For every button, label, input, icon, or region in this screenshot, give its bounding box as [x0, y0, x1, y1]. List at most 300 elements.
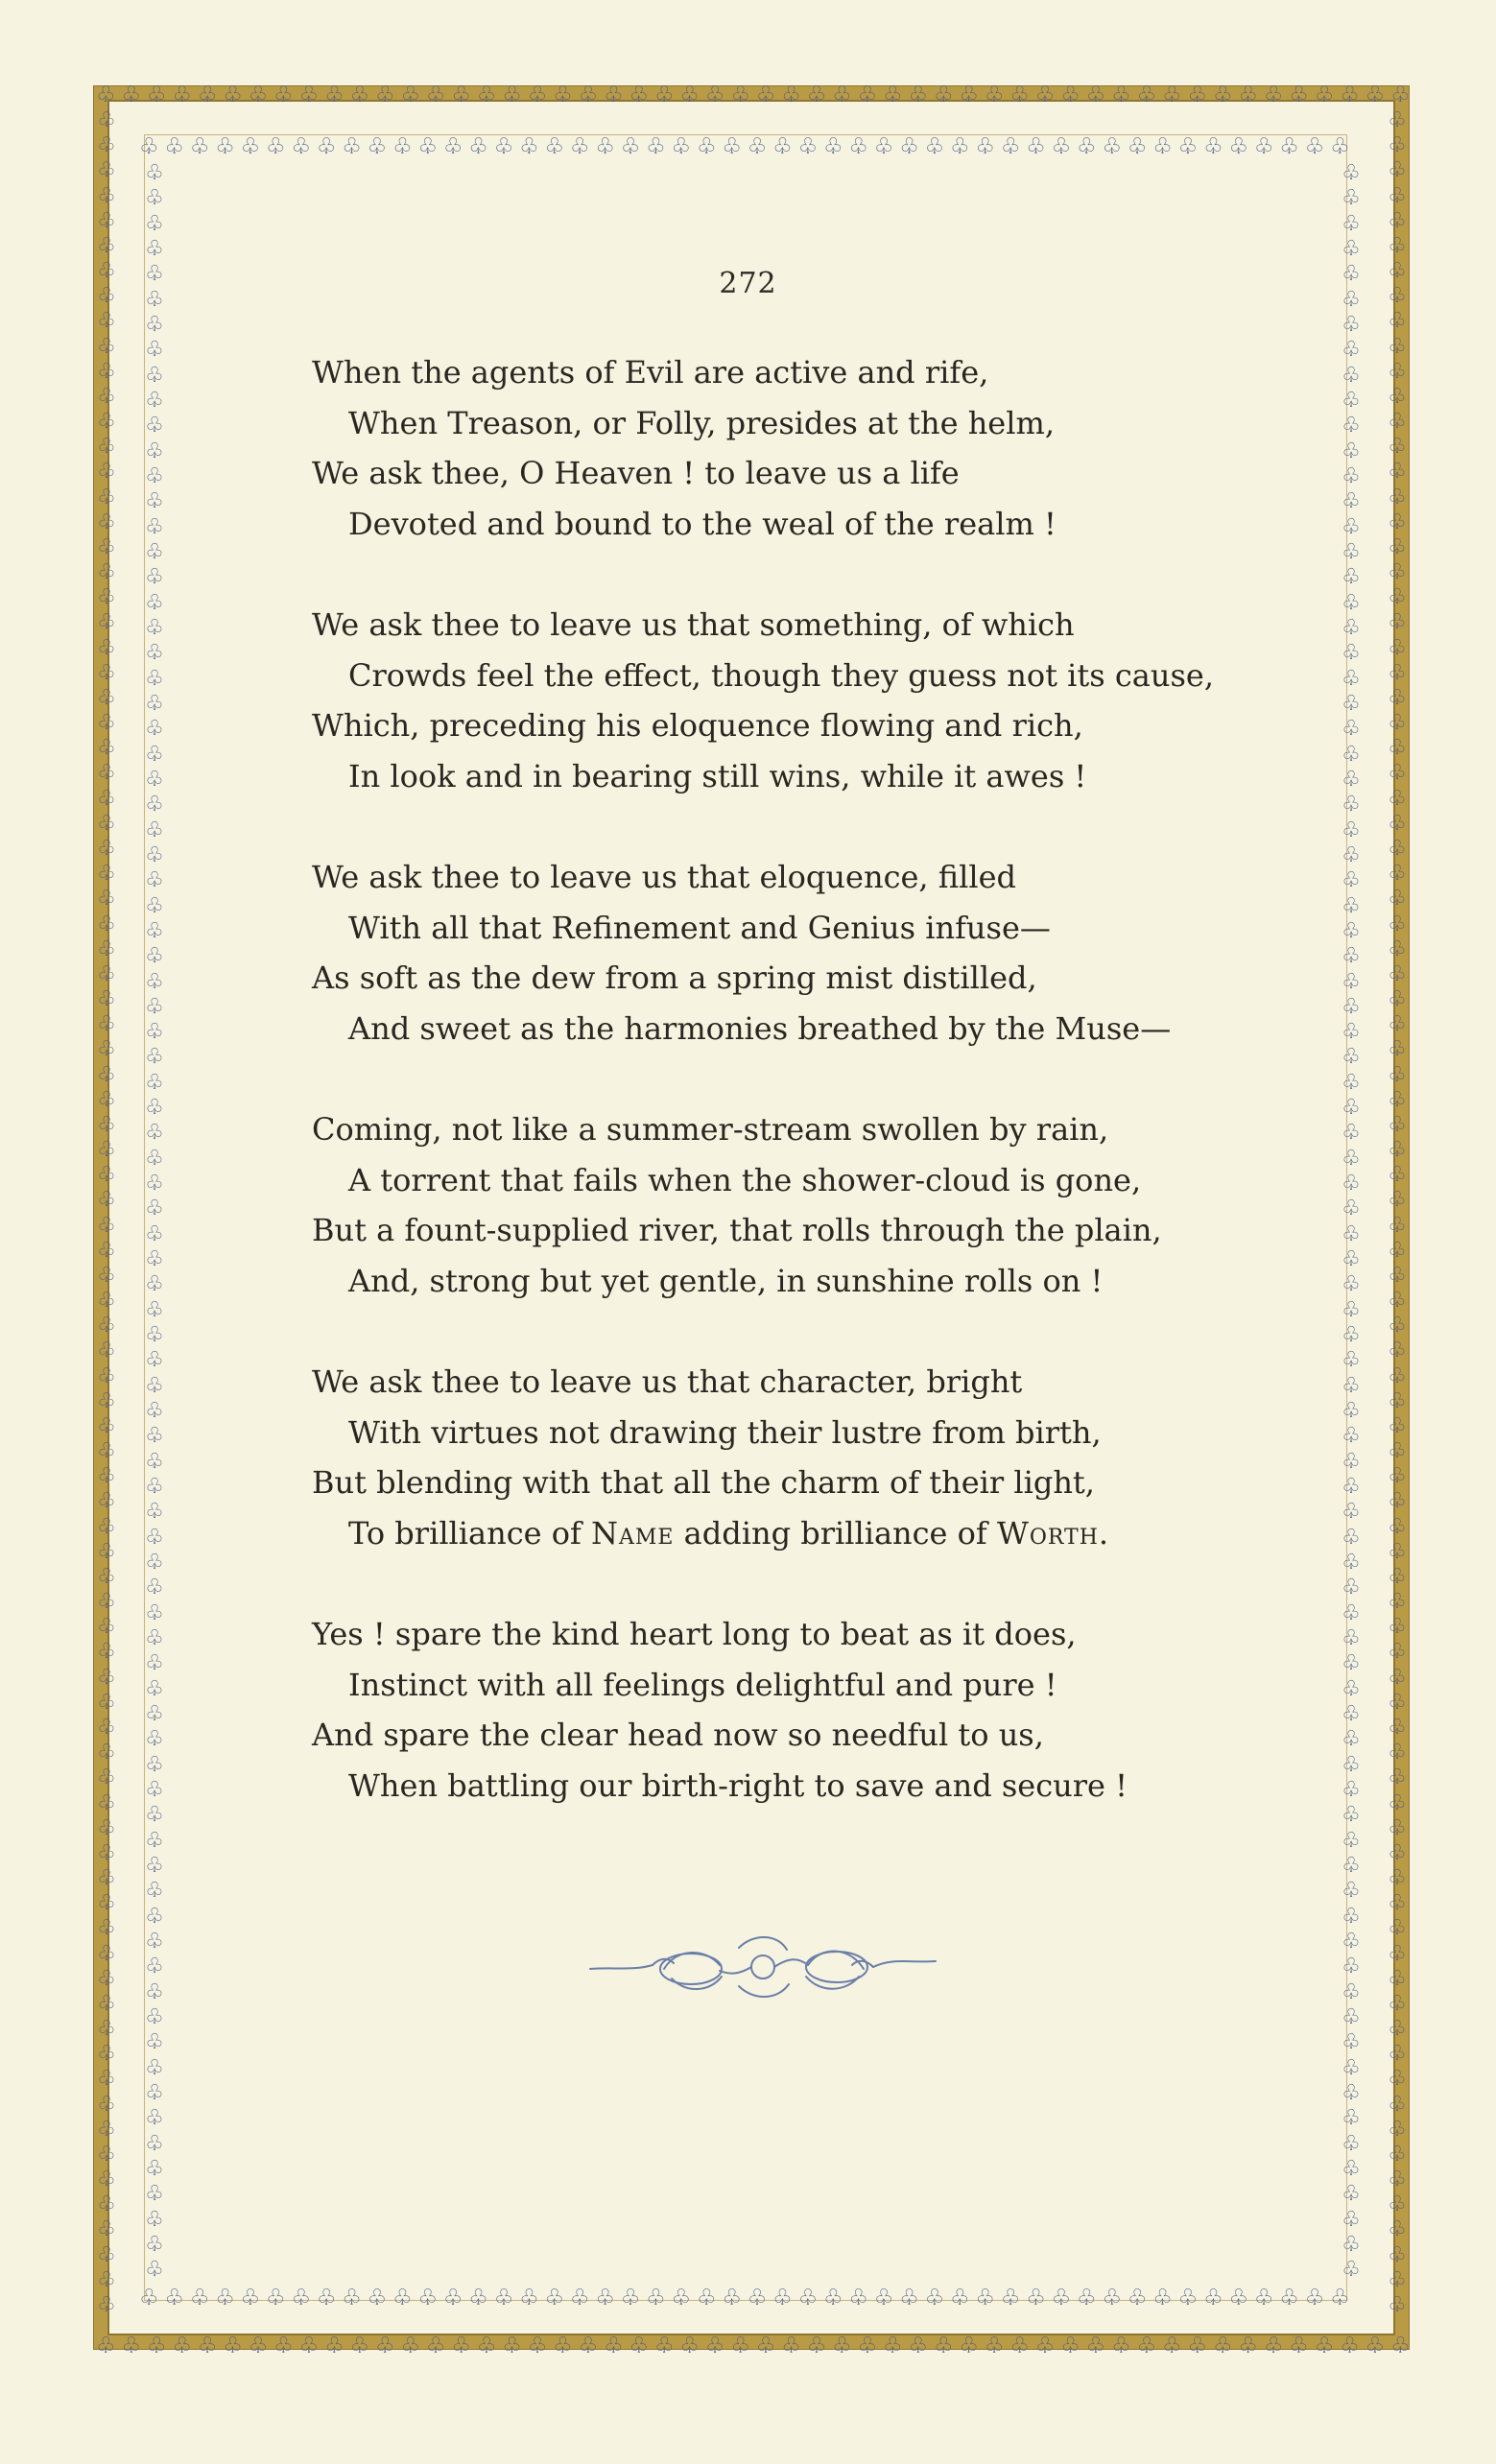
clover-ornament-icon: ♧ — [425, 2334, 446, 2358]
clover-ornament-icon: ♧ — [781, 83, 801, 107]
clover-ornament-icon: ♧ — [595, 2286, 615, 2310]
clover-ornament-icon: ♧ — [145, 211, 164, 236]
clover-ornament-icon: ♧ — [215, 2286, 235, 2310]
clover-ornament-icon: ♧ — [400, 83, 421, 107]
clover-ornament-icon: ♧ — [145, 1955, 164, 1979]
clover-ornament-icon: ♧ — [646, 2286, 666, 2310]
clover-ornament-icon: ♧ — [1388, 2242, 1407, 2267]
clover-ornament-icon: ♧ — [1177, 134, 1199, 159]
clover-ornament-icon: ♧ — [476, 2334, 497, 2358]
clover-ornament-icon: ♧ — [145, 1096, 164, 1121]
clover-ornament-icon: ♧ — [604, 2334, 624, 2358]
clover-ornament-icon: ♧ — [442, 2286, 463, 2310]
clover-ornament-icon: ♧ — [97, 635, 116, 660]
clover-ornament-icon: ♧ — [342, 2286, 362, 2310]
clover-ornament-icon: ♧ — [1077, 134, 1097, 159]
clover-ornament-icon: ♧ — [1388, 1790, 1407, 1815]
clover-ornament-icon: ♧ — [121, 2334, 142, 2358]
clover-ornament-icon: ♧ — [1388, 1665, 1407, 1690]
clover-ornament-icon: ♧ — [1026, 2286, 1046, 2310]
clover-ornament-icon: ♧ — [324, 2334, 344, 2358]
clover-ornament-icon: ♧ — [722, 2286, 742, 2310]
clover-ornament-icon: ♧ — [1342, 1449, 1361, 1474]
clover-ornament-icon: ♧ — [1342, 463, 1361, 488]
clover-ornament-icon: ♧ — [629, 2334, 650, 2358]
clover-ornament-icon: ♧ — [950, 2286, 970, 2310]
clover-ornament-icon: ♧ — [324, 83, 344, 107]
clover-ornament-icon: ♧ — [97, 736, 116, 761]
clover-ornament-icon: ♧ — [1342, 1651, 1361, 1676]
clover-ornament-icon: ♧ — [1279, 2286, 1299, 2310]
clover-ornament-icon: ♧ — [1388, 485, 1407, 509]
clover-ornament-icon: ♧ — [97, 384, 116, 409]
clover-ornament-icon: ♧ — [1342, 2207, 1361, 2232]
clover-ornament-icon: ♧ — [1342, 691, 1361, 716]
clover-ornament-icon: ♧ — [1060, 83, 1080, 107]
clover-ornament-icon: ♧ — [145, 666, 164, 691]
clover-ornament-icon: ♧ — [97, 158, 116, 183]
poem-body — [312, 347, 1271, 1861]
clover-ornament-icon: ♧ — [172, 2334, 192, 2358]
clover-ornament-icon: ♧ — [1388, 1363, 1407, 1388]
clover-ornament-icon: ♧ — [1388, 1037, 1407, 1062]
clover-ornament-icon: ♧ — [696, 134, 717, 159]
clover-ornament-icon: ♧ — [984, 83, 1005, 107]
clover-ornament-icon: ♧ — [883, 83, 903, 107]
clover-ornament-icon: ♧ — [1388, 2168, 1407, 2192]
poem-line: We ask thee to leave us that character, bright — [312, 1363, 1023, 1400]
clover-ornament-icon: ♧ — [730, 2334, 750, 2358]
clover-ornament-icon: ♧ — [145, 1399, 164, 1424]
clover-ornament-icon: ♧ — [145, 539, 164, 564]
poem-line: But blending with that all the charm of their light, — [312, 1464, 1095, 1501]
clover-ornament-icon: ♧ — [1162, 2334, 1182, 2358]
clover-ornament-icon: ♧ — [1342, 1803, 1361, 1828]
clover-ornament-icon: ♧ — [671, 134, 692, 159]
clover-ornament-icon: ♧ — [145, 2258, 164, 2282]
clover-ornament-icon: ♧ — [1340, 83, 1360, 107]
clover-ornament-icon: ♧ — [1388, 233, 1407, 258]
poem-line: When battling our birth-right to save and secure ! — [348, 1766, 1128, 1804]
clover-ornament-icon: ♧ — [1342, 1955, 1361, 1979]
clover-ornament-icon: ♧ — [1388, 761, 1407, 786]
clover-ornament-icon: ♧ — [145, 388, 164, 413]
clover-ornament-icon: ♧ — [97, 2267, 116, 2292]
clover-ornament-icon: ♧ — [1051, 134, 1072, 159]
clover-ornament-icon: ♧ — [1388, 1289, 1407, 1314]
clover-ornament-icon: ♧ — [1390, 2334, 1411, 2358]
clover-ornament-icon: ♧ — [145, 1146, 164, 1171]
clover-ornament-icon: ♧ — [97, 610, 116, 635]
clover-ornament-icon: ♧ — [1342, 1600, 1361, 1625]
clover-ornament-icon: ♧ — [121, 83, 142, 107]
bottom-ornament-band-outer — [96, 2334, 1411, 2358]
clover-ornament-icon: ♧ — [145, 615, 164, 640]
clover-ornament-icon: ♧ — [145, 186, 164, 211]
clover-ornament-icon: ♧ — [519, 2286, 539, 2310]
top-ornament-band-outer — [96, 83, 1411, 107]
clover-ornament-icon: ♧ — [197, 83, 218, 107]
clover-ornament-icon: ♧ — [1342, 565, 1361, 590]
clover-ornament-icon: ♧ — [1342, 438, 1361, 463]
clover-ornament-icon: ♧ — [747, 2286, 768, 2310]
clover-ornament-icon: ♧ — [97, 1188, 116, 1213]
clover-ornament-icon: ♧ — [273, 83, 294, 107]
clover-ornament-icon: ♧ — [1342, 742, 1361, 767]
clover-ornament-icon: ♧ — [1388, 1741, 1407, 1765]
clover-ornament-icon: ♧ — [97, 435, 116, 460]
clover-ornament-icon: ♧ — [139, 134, 159, 159]
clover-ornament-icon: ♧ — [145, 1828, 164, 1853]
clover-ornament-icon: ♧ — [1228, 2286, 1249, 2310]
clover-ornament-icon: ♧ — [97, 560, 116, 585]
clover-ornament-icon: ♧ — [97, 110, 116, 132]
clover-ornament-icon: ♧ — [97, 1263, 116, 1288]
clover-ornament-icon: ♧ — [145, 338, 164, 363]
clover-ornament-icon: ♧ — [97, 1840, 116, 1865]
clover-ornament-icon: ♧ — [97, 233, 116, 258]
clover-ornament-icon: ♧ — [97, 2092, 116, 2117]
clover-ornament-icon: ♧ — [1388, 786, 1407, 811]
clover-ornament-icon: ♧ — [145, 2131, 164, 2156]
clover-ornament-icon: ♧ — [1342, 1576, 1361, 1600]
clover-ornament-icon: ♧ — [145, 793, 164, 817]
clover-ornament-icon: ♧ — [97, 2067, 116, 2092]
clover-ornament-icon: ♧ — [145, 489, 164, 514]
clover-ornament-icon: ♧ — [502, 2334, 522, 2358]
clover-ornament-icon: ♧ — [1388, 435, 1407, 460]
clover-ornament-icon: ♧ — [1342, 2004, 1361, 2029]
clover-ornament-icon: ♧ — [273, 2334, 294, 2358]
poem-line: A torrent that fails when the shower-cloud is gone, — [348, 1161, 1142, 1198]
clover-ornament-icon: ♧ — [97, 2117, 116, 2142]
clover-ornament-icon: ♧ — [145, 2207, 164, 2232]
clover-ornament-icon: ♧ — [1388, 2267, 1407, 2292]
clover-ornament-icon: ♧ — [1253, 134, 1274, 159]
clover-ornament-icon: ♧ — [1388, 158, 1407, 183]
clover-ornament-icon: ♧ — [1342, 2055, 1361, 2080]
clover-ornament-icon: ♧ — [1342, 666, 1361, 691]
small-caps-word: Name — [591, 1514, 675, 1552]
clover-ornament-icon: ♧ — [97, 2168, 116, 2192]
clover-ornament-icon: ♧ — [145, 287, 164, 312]
clover-ornament-icon: ♧ — [146, 83, 167, 107]
clover-ornament-icon: ♧ — [1342, 1096, 1361, 1121]
clover-ornament-icon: ♧ — [1388, 1138, 1407, 1163]
poem-line: In look and in bearing still wins, while it awes ! — [348, 757, 1087, 794]
clover-ornament-icon: ♧ — [1388, 1615, 1407, 1640]
clover-ornament-icon: ♧ — [145, 1247, 164, 1272]
poem-line: Devoted and bound to the weal of the realm ! — [348, 505, 1057, 542]
clover-ornament-icon: ♧ — [146, 2334, 167, 2358]
clover-ornament-icon: ♧ — [145, 1752, 164, 1777]
clover-ornament-icon: ♧ — [145, 1979, 164, 2004]
clover-ornament-icon: ♧ — [1111, 83, 1131, 107]
clover-ornament-icon: ♧ — [451, 2334, 471, 2358]
poem-stanza — [312, 1357, 1271, 1558]
clover-ornament-icon: ♧ — [1026, 134, 1046, 159]
clover-ornament-icon: ♧ — [1388, 2117, 1407, 2142]
clover-ornament-icon: ♧ — [1051, 2286, 1072, 2310]
clover-ornament-icon: ♧ — [1342, 1727, 1361, 1752]
clover-ornament-icon: ♧ — [1253, 2286, 1274, 2310]
clover-ornament-icon: ♧ — [1342, 717, 1361, 742]
clover-ornament-icon: ♧ — [145, 2030, 164, 2055]
clover-ornament-icon: ♧ — [1388, 1891, 1407, 1916]
clover-ornament-icon: ♧ — [1365, 2334, 1386, 2358]
clover-ornament-icon: ♧ — [1342, 1551, 1361, 1576]
clover-ornament-icon: ♧ — [145, 1196, 164, 1221]
clover-ornament-icon: ♧ — [97, 786, 116, 811]
clover-ornament-icon: ♧ — [1342, 1399, 1361, 1424]
clover-ornament-icon: ♧ — [1342, 2131, 1361, 2156]
clover-ornament-icon: ♧ — [97, 1388, 116, 1413]
clover-ornament-icon: ♧ — [527, 83, 548, 107]
clover-ornament-icon: ♧ — [145, 1500, 164, 1525]
clover-ornament-icon: ♧ — [1388, 410, 1407, 435]
clover-ornament-icon: ♧ — [1238, 83, 1259, 107]
clover-ornament-icon: ♧ — [1388, 1087, 1407, 1112]
clover-ornament-icon: ♧ — [1342, 1525, 1361, 1550]
poem-stanza — [312, 347, 1271, 549]
clover-ornament-icon: ♧ — [215, 134, 235, 159]
clover-ornament-icon: ♧ — [1342, 363, 1361, 388]
clover-ornament-icon: ♧ — [1388, 1941, 1407, 1966]
clover-ornament-icon: ♧ — [97, 1439, 116, 1464]
clover-ornament-icon: ♧ — [97, 836, 116, 861]
clover-ornament-icon: ♧ — [97, 1966, 116, 1991]
clover-ornament-icon: ♧ — [959, 2334, 980, 2358]
clover-ornament-icon: ♧ — [1212, 83, 1233, 107]
clover-ornament-icon: ♧ — [97, 912, 116, 936]
clover-ornament-icon: ♧ — [1304, 134, 1325, 159]
clover-ornament-icon: ♧ — [97, 410, 116, 435]
clover-ornament-icon: ♧ — [97, 1314, 116, 1339]
clover-ornament-icon: ♧ — [1342, 1172, 1361, 1196]
clover-ornament-icon: ♧ — [97, 1413, 116, 1438]
left-ornament-band-outer — [94, 110, 119, 2317]
clover-ornament-icon: ♧ — [145, 1070, 164, 1095]
clover-ornament-icon: ♧ — [1342, 1929, 1361, 1954]
clover-ornament-icon: ♧ — [1102, 134, 1123, 159]
clover-ornament-icon: ♧ — [164, 2286, 185, 2310]
clover-ornament-icon: ♧ — [1034, 2334, 1056, 2358]
floral-vignette-ornament — [585, 1929, 940, 2010]
clover-ornament-icon: ♧ — [502, 83, 522, 107]
clover-ornament-icon: ♧ — [1342, 1424, 1361, 1449]
clover-ornament-icon: ♧ — [1127, 2286, 1148, 2310]
clover-ornament-icon: ♧ — [1342, 1146, 1361, 1171]
clover-ornament-icon: ♧ — [950, 134, 970, 159]
clover-ornament-icon: ♧ — [1342, 641, 1361, 666]
clover-ornament-icon: ♧ — [97, 1765, 116, 1790]
clover-ornament-icon: ♧ — [873, 2286, 894, 2310]
bottom-ornament-band-inner — [139, 2286, 1350, 2310]
poem-stanza — [312, 600, 1271, 801]
clover-ornament-icon: ♧ — [1388, 2092, 1407, 2117]
clover-ornament-icon: ♧ — [97, 1514, 116, 1539]
clover-ornament-icon: ♧ — [97, 1012, 116, 1037]
clover-ornament-icon: ♧ — [145, 236, 164, 261]
clover-ornament-icon: ♧ — [374, 2334, 395, 2358]
clover-ornament-icon: ♧ — [145, 565, 164, 590]
clover-ornament-icon: ♧ — [291, 2286, 312, 2310]
clover-ornament-icon: ♧ — [417, 2286, 439, 2310]
clover-ornament-icon: ♧ — [145, 1600, 164, 1625]
clover-ornament-icon: ♧ — [1342, 1702, 1361, 1727]
clover-ornament-icon: ♧ — [145, 742, 164, 767]
clover-ornament-icon: ♧ — [476, 83, 497, 107]
clover-ornament-icon: ♧ — [1388, 736, 1407, 761]
clover-ornament-icon: ♧ — [145, 463, 164, 488]
clover-ornament-icon: ♧ — [349, 2334, 370, 2358]
clover-ornament-icon: ♧ — [97, 183, 116, 208]
clover-ornament-icon: ♧ — [1388, 660, 1407, 685]
clover-ornament-icon: ♧ — [1388, 711, 1407, 736]
clover-ornament-icon: ♧ — [1388, 1590, 1407, 1615]
clover-ornament-icon: ♧ — [97, 1716, 116, 1740]
clover-ornament-icon: ♧ — [145, 1121, 164, 1146]
clover-ornament-icon: ♧ — [145, 2080, 164, 2105]
clover-ornament-icon: ♧ — [569, 2286, 590, 2310]
clover-ornament-icon: ♧ — [468, 2286, 488, 2310]
clover-ornament-icon: ♧ — [145, 842, 164, 867]
clover-ornament-icon: ♧ — [1388, 259, 1407, 284]
clover-ornament-icon: ♧ — [145, 1576, 164, 1600]
clover-ornament-icon: ♧ — [1342, 1500, 1361, 1525]
clover-ornament-icon: ♧ — [97, 359, 116, 384]
clover-ornament-icon: ♧ — [1388, 1012, 1407, 1037]
clover-ornament-icon: ♧ — [1388, 987, 1407, 1012]
clover-ornament-icon: ♧ — [1228, 134, 1249, 159]
clover-ornament-icon: ♧ — [145, 363, 164, 388]
clover-ornament-icon: ♧ — [1304, 2286, 1325, 2310]
clover-ornament-icon: ♧ — [197, 2334, 218, 2358]
clover-ornament-icon: ♧ — [164, 134, 185, 159]
clover-ornament-icon: ♧ — [1111, 2334, 1131, 2358]
clover-ornament-icon: ♧ — [145, 1172, 164, 1196]
clover-ornament-icon: ♧ — [145, 312, 164, 337]
clover-ornament-icon: ♧ — [578, 83, 599, 107]
clover-ornament-icon: ♧ — [1342, 893, 1361, 918]
clover-ornament-icon: ♧ — [1388, 1966, 1407, 1991]
clover-ornament-icon: ♧ — [1263, 83, 1284, 107]
clover-ornament-icon: ♧ — [1388, 936, 1407, 961]
clover-ornament-icon: ♧ — [298, 2334, 320, 2358]
clover-ornament-icon: ♧ — [797, 134, 819, 159]
clover-ornament-icon: ♧ — [1342, 1297, 1361, 1322]
clover-ornament-icon: ♧ — [97, 2042, 116, 2067]
clover-ornament-icon: ♧ — [367, 2286, 388, 2310]
clover-ornament-icon: ♧ — [1388, 1213, 1407, 1238]
clover-ornament-icon: ♧ — [145, 1929, 164, 1954]
clover-ornament-icon: ♧ — [975, 134, 996, 159]
clover-ornament-icon: ♧ — [704, 83, 725, 107]
clover-ornament-icon: ♧ — [1388, 1539, 1407, 1564]
clover-ornament-icon: ♧ — [1342, 1070, 1361, 1095]
clover-ornament-icon: ♧ — [1187, 2334, 1208, 2358]
clover-ornament-icon: ♧ — [933, 83, 954, 107]
clover-ornament-icon: ♧ — [1388, 534, 1407, 559]
clover-ornament-icon: ♧ — [1342, 2232, 1361, 2257]
poem-stanza — [312, 1104, 1271, 1306]
clover-ornament-icon: ♧ — [145, 1904, 164, 1929]
clover-ornament-icon: ♧ — [145, 2106, 164, 2131]
clover-ornament-icon: ♧ — [145, 1879, 164, 1904]
clover-ornament-icon: ♧ — [425, 83, 446, 107]
clover-ornament-icon: ♧ — [97, 1489, 116, 1514]
clover-ornament-icon: ♧ — [97, 208, 116, 233]
clover-ornament-icon: ♧ — [1342, 944, 1361, 969]
clover-ornament-icon: ♧ — [97, 1213, 116, 1238]
clover-ornament-icon: ♧ — [145, 1449, 164, 1474]
clover-ornament-icon: ♧ — [1152, 2286, 1173, 2310]
clover-ornament-icon: ♧ — [97, 2292, 116, 2317]
clover-ornament-icon: ♧ — [145, 590, 164, 615]
clover-ornament-icon: ♧ — [1342, 969, 1361, 994]
clover-ornament-icon: ♧ — [1077, 2286, 1097, 2310]
line-text-segment: adding brilliance of — [674, 1514, 997, 1552]
clover-ornament-icon: ♧ — [223, 2334, 243, 2358]
clover-ornament-icon: ♧ — [223, 83, 243, 107]
clover-ornament-icon: ♧ — [1388, 811, 1407, 836]
clover-ornament-icon: ♧ — [1289, 83, 1309, 107]
poem-line: Crowds feel the effect, though they guess not its cause, — [348, 656, 1214, 694]
clover-ornament-icon: ♧ — [145, 918, 164, 943]
clover-ornament-icon: ♧ — [1342, 489, 1361, 514]
clover-ornament-icon: ♧ — [908, 83, 929, 107]
clover-ornament-icon: ♧ — [772, 134, 793, 159]
clover-ornament-icon: ♧ — [772, 2286, 793, 2310]
clover-ornament-icon: ♧ — [1340, 2334, 1360, 2358]
clover-ornament-icon: ♧ — [1342, 514, 1361, 539]
clover-ornament-icon: ♧ — [1390, 83, 1411, 107]
clover-ornament-icon: ♧ — [1342, 1373, 1361, 1398]
clover-ornament-icon: ♧ — [97, 1087, 116, 1112]
clover-ornament-icon: ♧ — [97, 1690, 116, 1715]
poem-line: When Treason, or Folly, presides at the helm, — [348, 404, 1055, 441]
clover-ornament-icon: ♧ — [342, 134, 362, 159]
clover-ornament-icon: ♧ — [646, 134, 666, 159]
clover-ornament-icon: ♧ — [451, 83, 471, 107]
clover-ornament-icon: ♧ — [97, 1289, 116, 1314]
clover-ornament-icon: ♧ — [1342, 236, 1361, 261]
clover-ornament-icon: ♧ — [1342, 1853, 1361, 1878]
clover-ornament-icon: ♧ — [97, 1640, 116, 1665]
clover-ornament-icon: ♧ — [417, 134, 439, 159]
clover-ornament-icon: ♧ — [97, 1138, 116, 1163]
clover-ornament-icon: ♧ — [1203, 134, 1223, 159]
clover-ornament-icon: ♧ — [1162, 83, 1182, 107]
clover-ornament-icon: ♧ — [1000, 2286, 1021, 2310]
clover-ornament-icon: ♧ — [97, 1991, 116, 2016]
clover-ornament-icon: ♧ — [97, 2142, 116, 2167]
line-text-segment: To brilliance of — [348, 1514, 592, 1552]
clover-ornament-icon: ♧ — [145, 868, 164, 893]
clover-ornament-icon: ♧ — [145, 2232, 164, 2257]
clover-ornament-icon: ♧ — [1388, 862, 1407, 887]
clover-ornament-icon: ♧ — [1152, 134, 1173, 159]
clover-ornament-icon: ♧ — [97, 660, 116, 685]
right-ornament-band-outer — [1385, 110, 1410, 2317]
clover-ornament-icon: ♧ — [97, 711, 116, 736]
clover-ornament-icon: ♧ — [553, 83, 573, 107]
clover-ornament-icon: ♧ — [1342, 1626, 1361, 1651]
clover-ornament-icon: ♧ — [1102, 2286, 1123, 2310]
clover-ornament-icon: ♧ — [1212, 2334, 1233, 2358]
clover-ornament-icon: ♧ — [1388, 2142, 1407, 2167]
clover-ornament-icon: ♧ — [1342, 2182, 1361, 2207]
